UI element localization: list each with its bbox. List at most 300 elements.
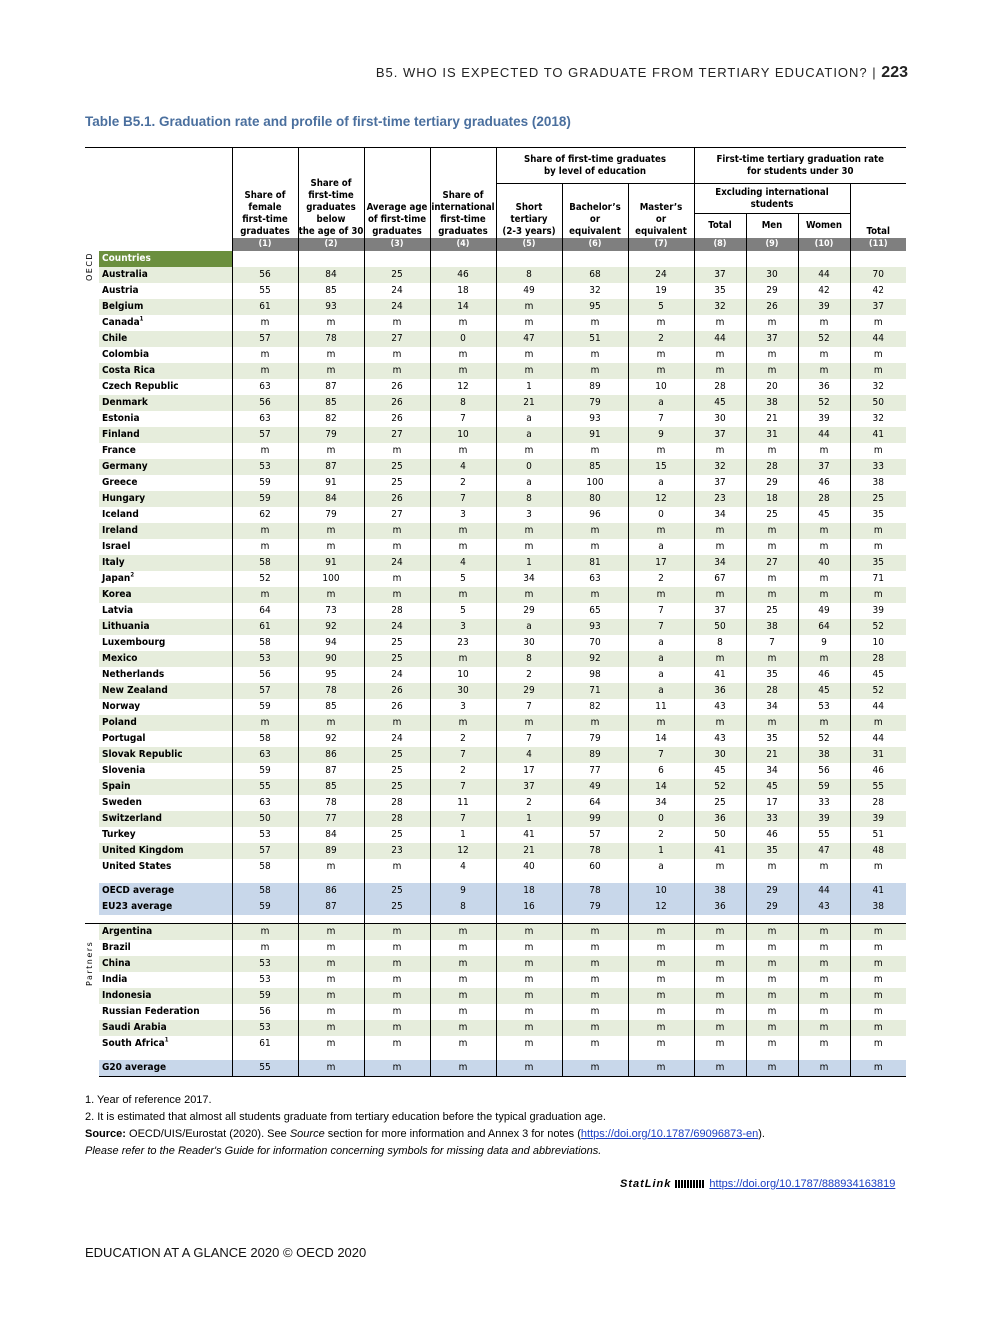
table-cell: 26: [746, 299, 798, 315]
table-cell: m: [496, 539, 562, 555]
table-cell: m: [430, 1004, 496, 1020]
table-cell: 39: [798, 299, 850, 315]
table-cell: 25: [364, 779, 430, 795]
table-cell: m: [798, 923, 850, 940]
table-cell: 3: [430, 507, 496, 523]
col-header-6: Bachelor’s or equivalent: [562, 184, 628, 238]
table-cell: 1: [496, 379, 562, 395]
row-label: Argentina: [99, 923, 232, 940]
table-cell: 2: [496, 667, 562, 683]
table-cell: 91: [562, 427, 628, 443]
table-cell: m: [232, 347, 298, 363]
table-cell: 45: [850, 667, 906, 683]
table-cell: 51: [850, 827, 906, 843]
group-header-level: Share of first-time graduates by level of education: [496, 148, 694, 184]
row-label: Norway: [102, 700, 141, 712]
table-cell: m: [496, 363, 562, 379]
table-cell: 25: [364, 459, 430, 475]
table-cell: 95: [562, 299, 628, 315]
row-label: Korea: [99, 587, 232, 603]
table-cell: m: [798, 1020, 850, 1036]
table-cell: m: [694, 1060, 746, 1077]
table-cell: 92: [298, 731, 364, 747]
row-label: New Zealand: [99, 683, 232, 699]
table-cell: m: [298, 523, 364, 539]
table-cell: 36: [694, 899, 746, 915]
table-cell: 53: [232, 651, 298, 667]
table-cell: 56: [798, 763, 850, 779]
table-cell: m: [364, 715, 430, 731]
table-cell: m: [298, 1004, 364, 1020]
row-label: Netherlands: [102, 668, 165, 680]
source-link[interactable]: https://doi.org/10.1787/69096873-en: [580, 1128, 759, 1140]
table-cell: 41: [850, 427, 906, 443]
table-cell: 25: [364, 267, 430, 283]
table-cell: m: [746, 363, 798, 379]
table-cell: 82: [562, 699, 628, 715]
table-cell: 7: [430, 491, 496, 507]
col-header-3: Average age of first-time graduates: [364, 148, 430, 238]
oecd-side-label: OECD: [85, 251, 94, 281]
table-cell: m: [694, 988, 746, 1004]
table-cell: 36: [798, 379, 850, 395]
table-cell: 26: [364, 395, 430, 411]
table-cell: m: [850, 972, 906, 988]
table-cell: 37: [746, 331, 798, 347]
table-cell: m: [850, 715, 906, 731]
row-label: Australia: [99, 267, 232, 283]
note-1: 1. Year of reference 2017.: [85, 1094, 212, 1106]
table-cell: m: [694, 1020, 746, 1036]
table-cell: 38: [850, 899, 906, 915]
table-cell: 3: [430, 699, 496, 715]
table-cell: m: [694, 363, 746, 379]
table-cell: m: [298, 1060, 364, 1077]
table-cell: m: [430, 923, 496, 940]
row-label: Costa Rica: [99, 363, 232, 379]
table-cell: 2: [496, 795, 562, 811]
table-cell: 27: [364, 331, 430, 347]
table-cell: m: [850, 347, 906, 363]
spacer-row: [85, 915, 906, 924]
table-cell: m: [746, 715, 798, 731]
table-cell: 89: [298, 843, 364, 859]
table-cell: m: [496, 523, 562, 539]
table-cell: 35: [746, 843, 798, 859]
row-label: Slovak Republic: [99, 747, 232, 763]
table-cell: 41: [496, 827, 562, 843]
row-label: Belgium: [99, 299, 232, 315]
table-cell: 55: [232, 1060, 298, 1077]
table-cell: a: [496, 619, 562, 635]
table-cell: m: [746, 956, 798, 972]
table-cell: 16: [496, 899, 562, 915]
table-cell: 10: [430, 667, 496, 683]
table-cell: 35: [850, 555, 906, 571]
table-cell: m: [628, 523, 694, 539]
table-cell: m: [798, 1060, 850, 1077]
table-cell: 24: [364, 283, 430, 299]
table-cell: m: [496, 443, 562, 459]
table-cell: 29: [746, 899, 798, 915]
table-cell: 37: [496, 779, 562, 795]
column-number: (11): [850, 238, 906, 251]
table-cell: 79: [562, 899, 628, 915]
table-cell: 21: [746, 411, 798, 427]
table-cell: m: [850, 539, 906, 555]
table-row: [85, 395, 906, 411]
table-cell: 28: [798, 491, 850, 507]
table-cell: 27: [364, 427, 430, 443]
table-cell: 52: [798, 395, 850, 411]
table-cell: 21: [496, 843, 562, 859]
table-cell: 90: [298, 651, 364, 667]
row-label: Latvia: [102, 604, 134, 616]
table-cell: m: [562, 988, 628, 1004]
table-cell: 0: [496, 459, 562, 475]
table-cell: 37: [694, 603, 746, 619]
table-cell: 2: [628, 331, 694, 347]
row-label: Colombia: [102, 348, 150, 360]
column-number: (5): [496, 238, 562, 251]
table-cell: m: [562, 539, 628, 555]
table-cell: 5: [430, 571, 496, 587]
table-cell: m: [364, 523, 430, 539]
table-cell: 18: [746, 491, 798, 507]
table-cell: 4: [430, 459, 496, 475]
table-cell: m: [798, 1036, 850, 1052]
table-row: [85, 779, 906, 795]
table-cell: 64: [798, 619, 850, 635]
table-row: [85, 940, 906, 956]
table-cell: 25: [364, 747, 430, 763]
table-cell: m: [628, 1036, 694, 1052]
table-cell: m: [746, 651, 798, 667]
table-cell: 11: [430, 795, 496, 811]
table-cell: m: [746, 1004, 798, 1020]
table-cell: 100: [298, 571, 364, 587]
table-cell: m: [232, 539, 298, 555]
table-cell: 1: [496, 811, 562, 827]
table-cell: 87: [298, 459, 364, 475]
table-cell: m: [562, 523, 628, 539]
table-cell: 30: [694, 747, 746, 763]
table-cell: 8: [430, 395, 496, 411]
table-cell: m: [628, 1020, 694, 1036]
table-cell: m: [562, 923, 628, 940]
table-cell: 57: [562, 827, 628, 843]
table-cell: 63: [232, 411, 298, 427]
table-cell: 52: [798, 331, 850, 347]
table-cell: a: [628, 683, 694, 699]
table-cell: 77: [562, 763, 628, 779]
table-cell: 95: [298, 667, 364, 683]
table-cell: m: [364, 1036, 430, 1052]
table-cell: 32: [694, 299, 746, 315]
table-cell: a: [628, 635, 694, 651]
table-cell: 85: [562, 459, 628, 475]
table-cell: m: [430, 347, 496, 363]
row-label: Japan$^2$: [102, 571, 135, 584]
table-cell: m: [364, 315, 430, 331]
table-cell: 53: [798, 699, 850, 715]
table-cell: 35: [746, 731, 798, 747]
table-cell: 27: [746, 555, 798, 571]
table-cell: 46: [430, 267, 496, 283]
table-cell: m: [798, 715, 850, 731]
table-cell: 7: [430, 779, 496, 795]
table-cell: 93: [298, 299, 364, 315]
table-cell: 55: [232, 283, 298, 299]
table-cell: 81: [562, 555, 628, 571]
col-header-11: Total: [850, 184, 906, 238]
table-row: [85, 956, 906, 972]
table-cell: 9: [798, 635, 850, 651]
table-cell: m: [232, 715, 298, 731]
table-cell: 3: [430, 619, 496, 635]
table-cell: 71: [562, 683, 628, 699]
table-cell: m: [694, 315, 746, 331]
table-cell: 3: [496, 507, 562, 523]
table-cell: 59: [232, 491, 298, 507]
table-cell: 41: [694, 667, 746, 683]
table-row: [85, 459, 906, 475]
table-cell: m: [496, 940, 562, 956]
table-cell: 7: [430, 811, 496, 827]
table-cell: m: [298, 1020, 364, 1036]
table-cell: 28: [364, 795, 430, 811]
table-cell: 56: [232, 395, 298, 411]
table-row: [85, 571, 906, 587]
table-cell: 25: [364, 883, 430, 899]
table-cell: m: [850, 988, 906, 1004]
table-row: [85, 539, 906, 555]
table-cell: 25: [364, 635, 430, 651]
row-label: Luxembourg: [102, 636, 166, 648]
table-cell: m: [364, 972, 430, 988]
table-cell: 53: [232, 827, 298, 843]
table-cell: m: [364, 1004, 430, 1020]
table-cell: m: [496, 299, 562, 315]
table-cell: 42: [850, 283, 906, 299]
table-cell: 9: [628, 427, 694, 443]
table-cell: 4: [496, 747, 562, 763]
table-cell: 55: [232, 779, 298, 795]
statlink-logo-icon: [675, 1180, 705, 1188]
table-cell: 24: [364, 619, 430, 635]
table-cell: 93: [562, 619, 628, 635]
table-cell: 2: [430, 763, 496, 779]
table-cell: 0: [628, 811, 694, 827]
table-row: [85, 379, 906, 395]
table-cell: 68: [562, 267, 628, 283]
table-cell: m: [430, 972, 496, 988]
table-cell: 56: [232, 267, 298, 283]
col-header-4: Share of international first-time graduates: [430, 148, 496, 238]
table-cell: 91: [298, 555, 364, 571]
table-cell: m: [562, 972, 628, 988]
table-cell: 64: [232, 603, 298, 619]
col-header-2: Share of first-time graduates below the age of 30: [298, 148, 364, 238]
table-cell: 63: [232, 379, 298, 395]
table-cell: 58: [232, 859, 298, 875]
row-label: Indonesia: [99, 988, 232, 1004]
table-cell: 7: [496, 731, 562, 747]
table-cell: 53: [232, 1020, 298, 1036]
col-header-5: Short tertiary (2-3 years): [496, 184, 562, 238]
row-label: Italy: [99, 555, 232, 571]
table-cell: 34: [694, 507, 746, 523]
table-cell: m: [430, 1020, 496, 1036]
table-cell: 43: [798, 899, 850, 915]
table-cell: 50: [850, 395, 906, 411]
table-cell: 61: [232, 299, 298, 315]
statlink-url[interactable]: https://doi.org/10.1787/888934163819: [709, 1178, 896, 1190]
table-cell: 44: [850, 731, 906, 747]
table-row: [85, 603, 906, 619]
table-row: [85, 635, 906, 651]
table-cell: 89: [562, 379, 628, 395]
table-cell: 84: [298, 491, 364, 507]
table-cell: 58: [232, 555, 298, 571]
table-cell: 70: [562, 635, 628, 651]
table-cell: m: [430, 651, 496, 667]
table-cell: m: [496, 972, 562, 988]
table-cell: 9: [430, 883, 496, 899]
table-cell: m: [430, 715, 496, 731]
table-cell: 24: [628, 267, 694, 283]
table-cell: 46: [798, 475, 850, 491]
table-cell: 99: [562, 811, 628, 827]
table-cell: m: [798, 651, 850, 667]
table-cell: 1: [430, 827, 496, 843]
table-cell: 14: [628, 779, 694, 795]
table-cell: 25: [746, 507, 798, 523]
table-cell: m: [430, 1036, 496, 1052]
table-cell: 56: [232, 667, 298, 683]
table-cell: m: [746, 315, 798, 331]
table-cell: m: [628, 347, 694, 363]
table-cell: m: [628, 923, 694, 940]
table-cell: 35: [850, 507, 906, 523]
table-cell: 91: [298, 475, 364, 491]
table-cell: m: [298, 923, 364, 940]
column-number: (2): [298, 238, 364, 251]
table-cell: m: [232, 315, 298, 331]
row-label: Portugal: [102, 732, 146, 744]
table-row: [85, 363, 906, 379]
table-cell: 7: [496, 699, 562, 715]
column-number: (10): [798, 238, 850, 251]
table-cell: m: [850, 1020, 906, 1036]
table-cell: m: [694, 940, 746, 956]
table-cell: 50: [232, 811, 298, 827]
table-row: [85, 555, 906, 571]
table-cell: a: [628, 651, 694, 667]
row-label: Turkey: [102, 828, 136, 840]
table-cell: 34: [746, 763, 798, 779]
table-cell: 52: [798, 731, 850, 747]
table-row: [85, 763, 906, 779]
row-label: France: [102, 444, 136, 456]
page-footer: EDUCATION AT A GLANCE 2020 © OECD 2020: [85, 1245, 367, 1260]
table-cell: 87: [298, 763, 364, 779]
table-cell: 79: [298, 427, 364, 443]
table-cell: m: [798, 587, 850, 603]
readers-guide-note: Please refer to the Reader's Guide for information concerning symbols for missing data and abbreviations.: [85, 1145, 602, 1157]
table-row: [85, 331, 906, 347]
table-cell: 59: [798, 779, 850, 795]
table-cell: m: [850, 1060, 906, 1077]
table-cell: 0: [430, 331, 496, 347]
countries-heading: Countries: [99, 251, 232, 267]
table-cell: 47: [496, 331, 562, 347]
table-cell: m: [364, 988, 430, 1004]
countries-heading-row: [85, 251, 906, 267]
table-cell: 78: [562, 843, 628, 859]
table-cell: m: [364, 859, 430, 875]
table-cell: 47: [798, 843, 850, 859]
table-cell: m: [430, 956, 496, 972]
table-row: [85, 1020, 906, 1036]
table-cell: 25: [364, 827, 430, 843]
table-cell: 28: [850, 795, 906, 811]
table-cell: 44: [850, 331, 906, 347]
partners-side-label: Partners: [85, 940, 94, 986]
table-cell: 55: [850, 779, 906, 795]
table-row: [85, 491, 906, 507]
table-cell: 39: [850, 811, 906, 827]
table-cell: m: [850, 923, 906, 940]
table-cell: 55: [798, 827, 850, 843]
table-cell: m: [430, 940, 496, 956]
table-cell: 12: [628, 899, 694, 915]
column-numbers-row: [85, 238, 906, 251]
table-row: [85, 811, 906, 827]
table-cell: m: [562, 363, 628, 379]
table-row: [85, 475, 906, 491]
table-cell: 28: [694, 379, 746, 395]
table-cell: 25: [364, 651, 430, 667]
table-row: [85, 843, 906, 859]
table-cell: 2: [430, 475, 496, 491]
row-label: United Kingdom: [99, 843, 232, 859]
table-cell: 59: [232, 475, 298, 491]
table-cell: m: [694, 523, 746, 539]
table-cell: 62: [232, 507, 298, 523]
table-cell: 38: [746, 395, 798, 411]
table-cell: m: [798, 363, 850, 379]
table-cell: 37: [798, 459, 850, 475]
row-label: Israel: [102, 540, 131, 552]
table-cell: m: [694, 1036, 746, 1052]
table-row: [85, 267, 906, 283]
table-cell: m: [364, 443, 430, 459]
table-cell: 1: [496, 555, 562, 571]
table-cell: 59: [232, 899, 298, 915]
table-cell: 36: [694, 811, 746, 827]
table-cell: 89: [562, 747, 628, 763]
table-cell: 15: [628, 459, 694, 475]
table-row: [85, 619, 906, 635]
col-header-7: Master’s or equivalent: [628, 184, 694, 238]
table-cell: m: [746, 347, 798, 363]
table-cell: 21: [746, 747, 798, 763]
table-cell: m: [562, 715, 628, 731]
table-cell: 45: [798, 683, 850, 699]
table-cell: 85: [298, 395, 364, 411]
table-cell: m: [746, 923, 798, 940]
